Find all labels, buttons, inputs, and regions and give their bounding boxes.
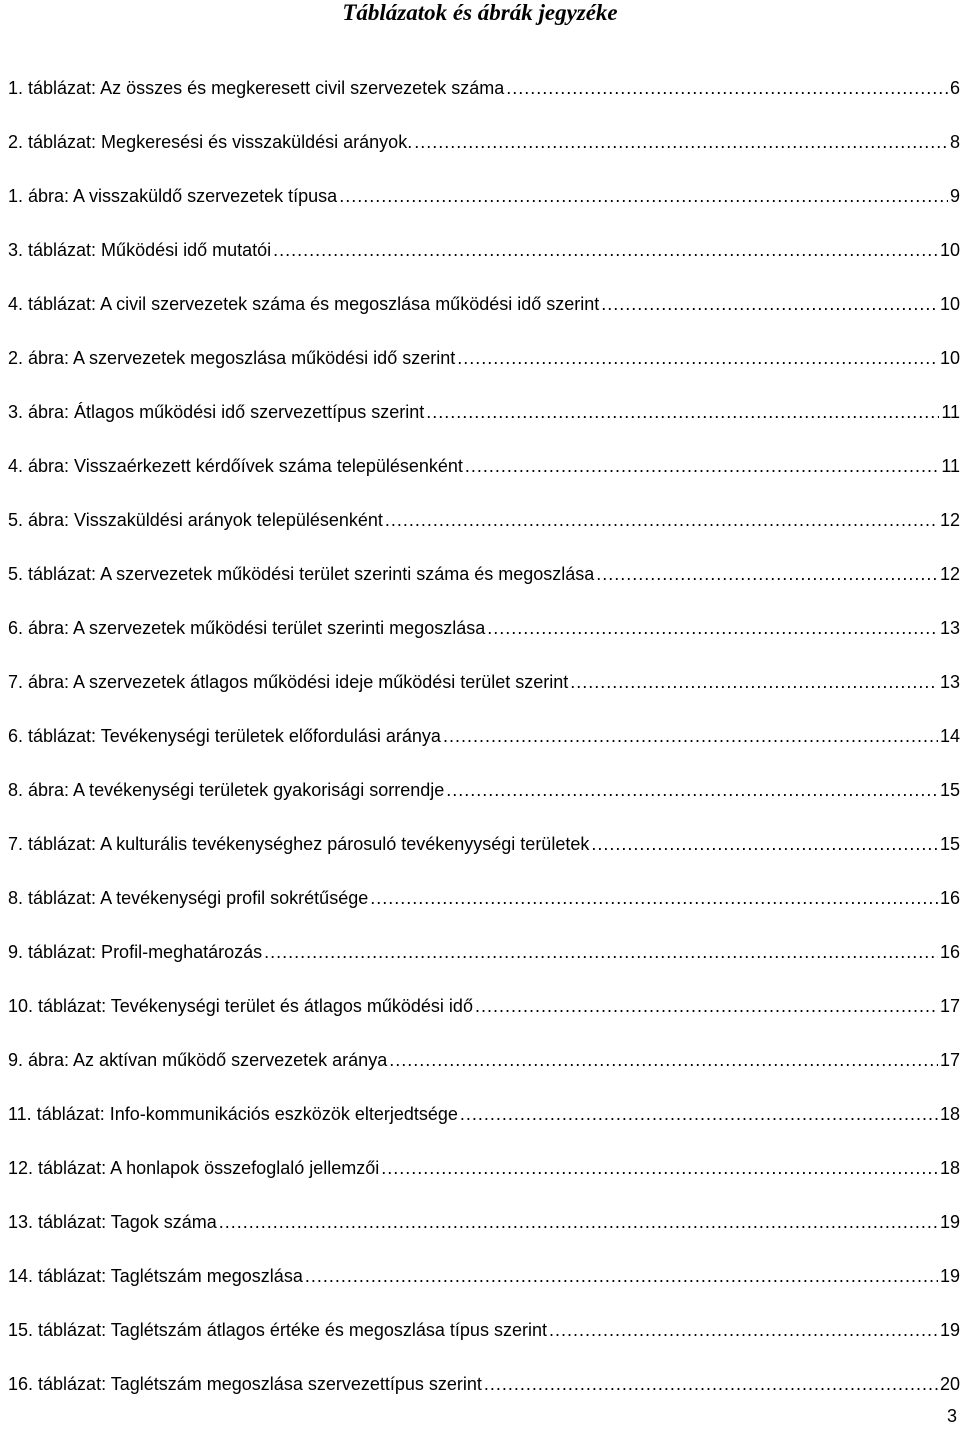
dot-leader — [264, 940, 938, 964]
dot-leader — [465, 454, 939, 478]
dot-leader — [339, 184, 948, 208]
toc-entry[interactable] — [8, 238, 960, 292]
toc-entry[interactable] — [8, 562, 960, 616]
dot-leader — [506, 76, 948, 100]
toc-entry[interactable] — [8, 1156, 960, 1210]
dot-leader — [591, 832, 938, 856]
toc-entry-label: 6. ábra: A szervezetek működési terület szerinti megoszlása — [8, 618, 486, 638]
toc-entry-page: 18 — [939, 1158, 960, 1178]
page-title: Táblázatok és ábrák jegyzéke — [342, 0, 618, 25]
dot-leader — [460, 1102, 938, 1126]
toc-entry-label: 3. táblázat: Működési idő mutatói — [8, 240, 272, 260]
toc-entry-page: 15 — [939, 834, 960, 854]
toc-entry[interactable] — [8, 1210, 960, 1264]
toc-entry-label: 3. ábra: Átlagos működési idő szervezettípus szerint — [8, 402, 425, 422]
toc-entry-label: 2. ábra: A szervezetek megoszlása működési idő szerint — [8, 348, 456, 368]
dot-leader — [457, 346, 938, 370]
toc-entry-page: 17 — [939, 1050, 960, 1070]
toc-entry[interactable] — [8, 670, 960, 724]
toc-entry-label: 13. táblázat: Tagok száma — [8, 1212, 217, 1232]
toc-entry-page: 12 — [939, 564, 960, 584]
toc-entry[interactable] — [8, 346, 960, 400]
toc-entry-label: 9. ábra: Az aktívan működő szervezetek aránya — [8, 1050, 388, 1070]
dot-leader — [381, 1156, 938, 1180]
toc-entry-page: 6 — [949, 78, 960, 98]
toc-entry[interactable] — [8, 724, 960, 778]
page-number: 3 — [946, 1406, 957, 1426]
toc-entry[interactable] — [8, 832, 960, 886]
toc-entry[interactable] — [8, 400, 960, 454]
toc-entry[interactable] — [8, 1264, 960, 1318]
toc-entry-page: 17 — [939, 996, 960, 1016]
toc-entry[interactable] — [8, 454, 960, 508]
dot-leader — [305, 1264, 938, 1288]
toc-entry-label: 4. ábra: Visszaérkezett kérdőívek száma településenként — [8, 456, 463, 476]
toc-entry[interactable] — [8, 886, 960, 940]
toc-entry[interactable] — [8, 184, 960, 238]
toc-entry-page: 13 — [939, 672, 960, 692]
toc-entry-page: 19 — [939, 1212, 960, 1232]
toc-entry-page: 12 — [939, 510, 960, 530]
toc-entry[interactable] — [8, 1372, 960, 1426]
toc-entry-label: 5. ábra: Visszaküldési arányok településenként — [8, 510, 383, 530]
dot-leader — [385, 508, 938, 532]
dot-leader — [601, 292, 938, 316]
toc-entry-label: 10. táblázat: Tevékenységi terület és átlagos működési idő — [8, 996, 473, 1016]
toc-entry[interactable] — [8, 292, 960, 346]
toc-entry-page: 18 — [939, 1104, 960, 1124]
toc-entry[interactable] — [8, 508, 960, 562]
dot-leader — [426, 400, 939, 424]
toc-entry-label: 4. táblázat: A civil szervezetek száma és megoszlása működési idő szerint — [8, 294, 600, 314]
toc-entry[interactable] — [8, 940, 960, 994]
dot-leader — [487, 616, 938, 640]
toc-entry-label: 7. táblázat: A kulturális tevékenységhez párosuló tevékenyységi területek — [8, 834, 590, 854]
toc-entry-page: 8 — [949, 132, 960, 152]
toc-entry-page: 19 — [939, 1320, 960, 1340]
toc-entry-page: 16 — [939, 942, 960, 962]
toc-entry[interactable] — [8, 76, 960, 130]
toc-entry[interactable] — [8, 616, 960, 670]
toc-entry-page: 10 — [939, 240, 960, 260]
toc-entry[interactable] — [8, 1318, 960, 1372]
toc-entry-page: 19 — [939, 1266, 960, 1286]
toc-entry-label: 8. táblázat: A tevékenységi profil sokrétűsége — [8, 888, 369, 908]
toc-entry-page: 10 — [939, 294, 960, 314]
toc-entry-page: 15 — [939, 780, 960, 800]
toc-entry-label: 14. táblázat: Taglétszám megoszlása — [8, 1266, 303, 1286]
toc-entry-label: 9. táblázat: Profil-meghatározás — [8, 942, 263, 962]
toc-entry-page: 16 — [939, 888, 960, 908]
dot-leader — [273, 238, 938, 262]
toc-entry-label: 1. táblázat: Az összes és megkeresett civil szervezetek száma — [8, 78, 505, 98]
dot-leader — [219, 1210, 938, 1234]
toc-entry-label: 2. táblázat: Megkeresési és visszaküldési arányok. — [8, 132, 413, 152]
toc-entry[interactable] — [8, 1102, 960, 1156]
toc-entry-label: 12. táblázat: A honlapok összefoglaló jellemzői — [8, 1158, 380, 1178]
dot-leader — [414, 130, 948, 154]
dot-leader — [370, 886, 938, 910]
toc-entry[interactable] — [8, 778, 960, 832]
dot-leader — [389, 1048, 938, 1072]
toc-entry-label: 6. táblázat: Tevékenységi területek előfordulási aránya — [8, 726, 441, 746]
toc-entry-label: 11. táblázat: Info-kommunikációs eszközök elterjedtsége — [8, 1104, 458, 1124]
toc-entry[interactable] — [8, 130, 960, 184]
dot-leader — [446, 778, 938, 802]
dot-leader — [570, 670, 938, 694]
dot-leader — [484, 1372, 938, 1396]
toc-entry-label: 15. táblázat: Taglétszám átlagos értéke és megoszlása típus szerint — [8, 1320, 547, 1340]
toc-entry-page: 10 — [939, 348, 960, 368]
toc-entry-label: 8. ábra: A tevékenységi területek gyakorisági sorrendje — [8, 780, 445, 800]
dot-leader — [549, 1318, 938, 1342]
dot-leader — [475, 994, 938, 1018]
dot-leader — [596, 562, 938, 586]
toc-entry-page: 14 — [939, 726, 960, 746]
toc-entry-label: 16. táblázat: Taglétszám megoszlása szervezettípus szerint — [8, 1374, 482, 1394]
toc-entry-page: 11 — [941, 402, 960, 422]
toc-entry-label: 5. táblázat: A szervezetek működési terület szerinti száma és megoszlása — [8, 564, 595, 584]
toc-entry-label: 1. ábra: A visszaküldő szervezetek típusa — [8, 186, 338, 206]
toc-entry[interactable] — [8, 1048, 960, 1102]
toc-entry-label: 7. ábra: A szervezetek átlagos működési ideje működési terület szerint — [8, 672, 569, 692]
toc-entry[interactable] — [8, 994, 960, 1048]
table-of-contents — [8, 76, 960, 1426]
dot-leader — [443, 724, 938, 748]
toc-entry-page: 20 — [939, 1374, 960, 1394]
toc-entry-page: 11 — [941, 456, 960, 476]
toc-entry-page: 13 — [939, 618, 960, 638]
toc-entry-page: 9 — [949, 186, 960, 206]
